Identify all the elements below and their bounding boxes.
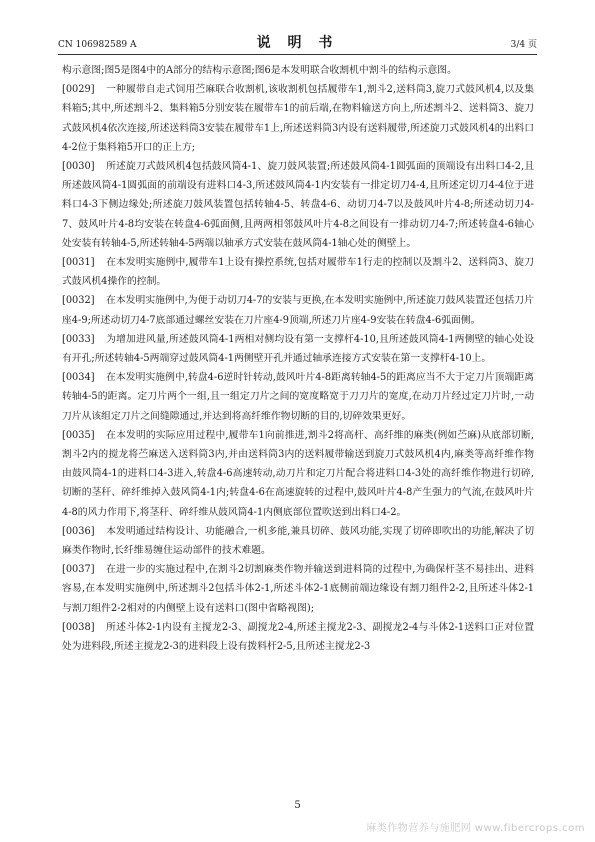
paragraph-0033 [62, 330, 534, 368]
page-indicator: 3/4 页 [510, 40, 537, 50]
paragraph-0034 [62, 368, 534, 426]
paragraph-text: 本发明通过结构设计、功能融合,一机多能,兼具切碎、鼓风功能,实现了切碎即吹出的功能,解决了切麻类作物时,长纤维易缠住运动部件的技术难题。 [62, 525, 534, 557]
paragraph-text: 所述斗体2-1内设有主搅龙2-3、副搅龙2-4,所述主搅龙2-3、副搅龙2-4与斗体2-1送料口正对位置处为进料段,所述主搅龙2-3的进料段上设有拨料杆2-5,且所述主搅龙2-3 [62, 621, 534, 653]
paragraph-number: [0036] [62, 525, 95, 537]
document-title: 说 明 书 [256, 35, 339, 51]
paragraph-0035 [62, 426, 534, 522]
paragraph-0037 [62, 560, 534, 618]
paragraph-text: 在进一步的实施过程中,在割斗2切割麻类作物并输送到进料筒的过程中,为确保杆茎不易挂出、进料容易,在本发明实施例中,所述割斗2包括斗体2-1,所述斗体2-1底侧前端边缘设有割刀组件2-2,且所述斗体2-1与割刀组件2-2相对的内侧壁上设有送料口(图中省略视图); [62, 564, 534, 614]
paragraph-text: 在本发明实施例中,履带车1上设有操控系统,包括对履带车1行走的控制以及割斗2、送料筒3、旋刀式鼓风机4操作的控制。 [62, 257, 534, 288]
paragraph-number: [0035] [62, 429, 95, 441]
paragraph-number: [0038] [62, 621, 95, 633]
document-body [62, 61, 534, 656]
paragraph-text: 为增加进风量,所述鼓风筒4-1两相对侧均设有第一支撑杆4-10,且所述鼓风筒4-1两侧壁的轴心处设有开孔;所述转轴4-5两端穿过鼓风筒4-1两侧壁开孔并通过轴承连接方式安装在第一支撑杆4-10上。 [62, 333, 534, 365]
paragraph-number: [0029] [62, 84, 95, 96]
paragraph-text: 在本发明实施例中,为便于动切刀4-7的安装与更换,在本发明实施例中,所述旋刀鼓风装置还包括刀片座4-9;所述动切刀4-7底部通过螺丝安装在刀片座4-9顶端,所述刀片座4-9安装在转盘4-6弧面侧。 [62, 295, 534, 326]
paragraph-text: 在本发明实施例中,转盘4-6逆时针转动,鼓风叶片4-8距离转轴4-5的距离应当不大于定刀片顶端距离转轴4-5的距离。定刀片两个一组,且一组定刀片之间的宽度略宽于刀刀片的宽度,在动刀片经过定刀片时,一动刀片从该组定刀片之间缝隙通过,并达到将高纤维作物切断的目的,切碎效果更好。 [62, 372, 534, 422]
page-number: 5 [294, 800, 301, 811]
paragraph-continued [62, 61, 534, 80]
paragraph-0031 [62, 253, 534, 291]
paragraph-number: [0032] [62, 295, 95, 307]
paragraph-text: 一种履带自走式饲用苎麻联合收割机,该收割机包括履带车1,割斗2,送料筒3,旋刀式鼓风机4,以及集料箱5;其中,所述割斗2、集料箱5分别安装在履带车1的前后端,在物料输送方向上,所述割斗2、送料筒3、旋刀式鼓风机4依次连接,所述送料筒3安装在履带车1上,所述送料筒3内设有送料履带,所述旋刀式鼓风机4的出料口4-2位于集料箱5开口的正上方; [62, 84, 534, 153]
paragraph-0036 [62, 522, 534, 560]
paragraph-text: 在本发明的实际应用过程中,履带车1向前推进,割斗2将高杆、高纤维的麻类(例如苎麻)从底部切断,割斗2内的搅龙将苎麻送入送料筒3内,并由送料筒3内的送料履带输送到旋刀式鼓风机4内,麻类等高纤维作物由鼓风筒4-1的进料口4-3进入,转盘4-6高速转动,动刀片和定刀片配合将进料口4-3处的高纤维作物进行切碎,切断的茎秆、碎纤维掉入鼓风筒4-1内;转盘4-6在高速旋转的过程中,鼓风叶片4-8产生强力的气流,在鼓风叶片4-8的风力作用下,将茎秆、碎纤维从鼓风筒4-1内侧底部位置吹送到出料口4-2。 [62, 429, 534, 518]
paragraph-0029 [62, 80, 534, 157]
paragraph-number: [0031] [62, 257, 95, 269]
paragraph-text: 构示意图;图5是图4中的A部分的结构示意图;图6是本发明联合收割机中割斗的结构示意图。 [62, 65, 457, 76]
site-watermark: 麻类作物营养与施肥网 www.fibercrops.com [366, 823, 585, 834]
paragraph-number: [0030] [62, 161, 95, 173]
paragraph-text: 所述旋刀式鼓风机4包括鼓风筒4-1、旋刀鼓风装置;所述鼓风筒4-1圆弧面的顶端设有出料口4-2,且所述鼓风筒4-1圆弧面的前端设有进料口4-3,所述鼓风筒4-1内安装有一排定切刀4-4,且所述定切刀4-4位于进料口4-3下侧边缘处;所述旋刀鼓风装置包括转轴4-5、转盘4-6、动切刀4-7以及鼓风叶片4-8;所述动切刀4-7、鼓风叶片4-8均安装在转盘4-6弧面侧,且两两相邻鼓风叶片4-8之间设有一排动切刀4-7;所述转盘4-6轴心处安装有转轴4-5,所述转轴4-5两端以轴承方式安装在鼓风筒4-1轴心处的侧壁上。 [62, 161, 534, 249]
patent-number: CN 106982589 A [58, 40, 137, 50]
paragraph-0030 [62, 157, 534, 253]
paragraph-0032 [62, 291, 534, 329]
paragraph-number: [0037] [62, 564, 95, 576]
paragraph-number: [0034] [62, 372, 95, 384]
paragraph-number: [0033] [62, 333, 95, 345]
paragraph-0038 [62, 618, 534, 656]
page-header [58, 28, 537, 55]
